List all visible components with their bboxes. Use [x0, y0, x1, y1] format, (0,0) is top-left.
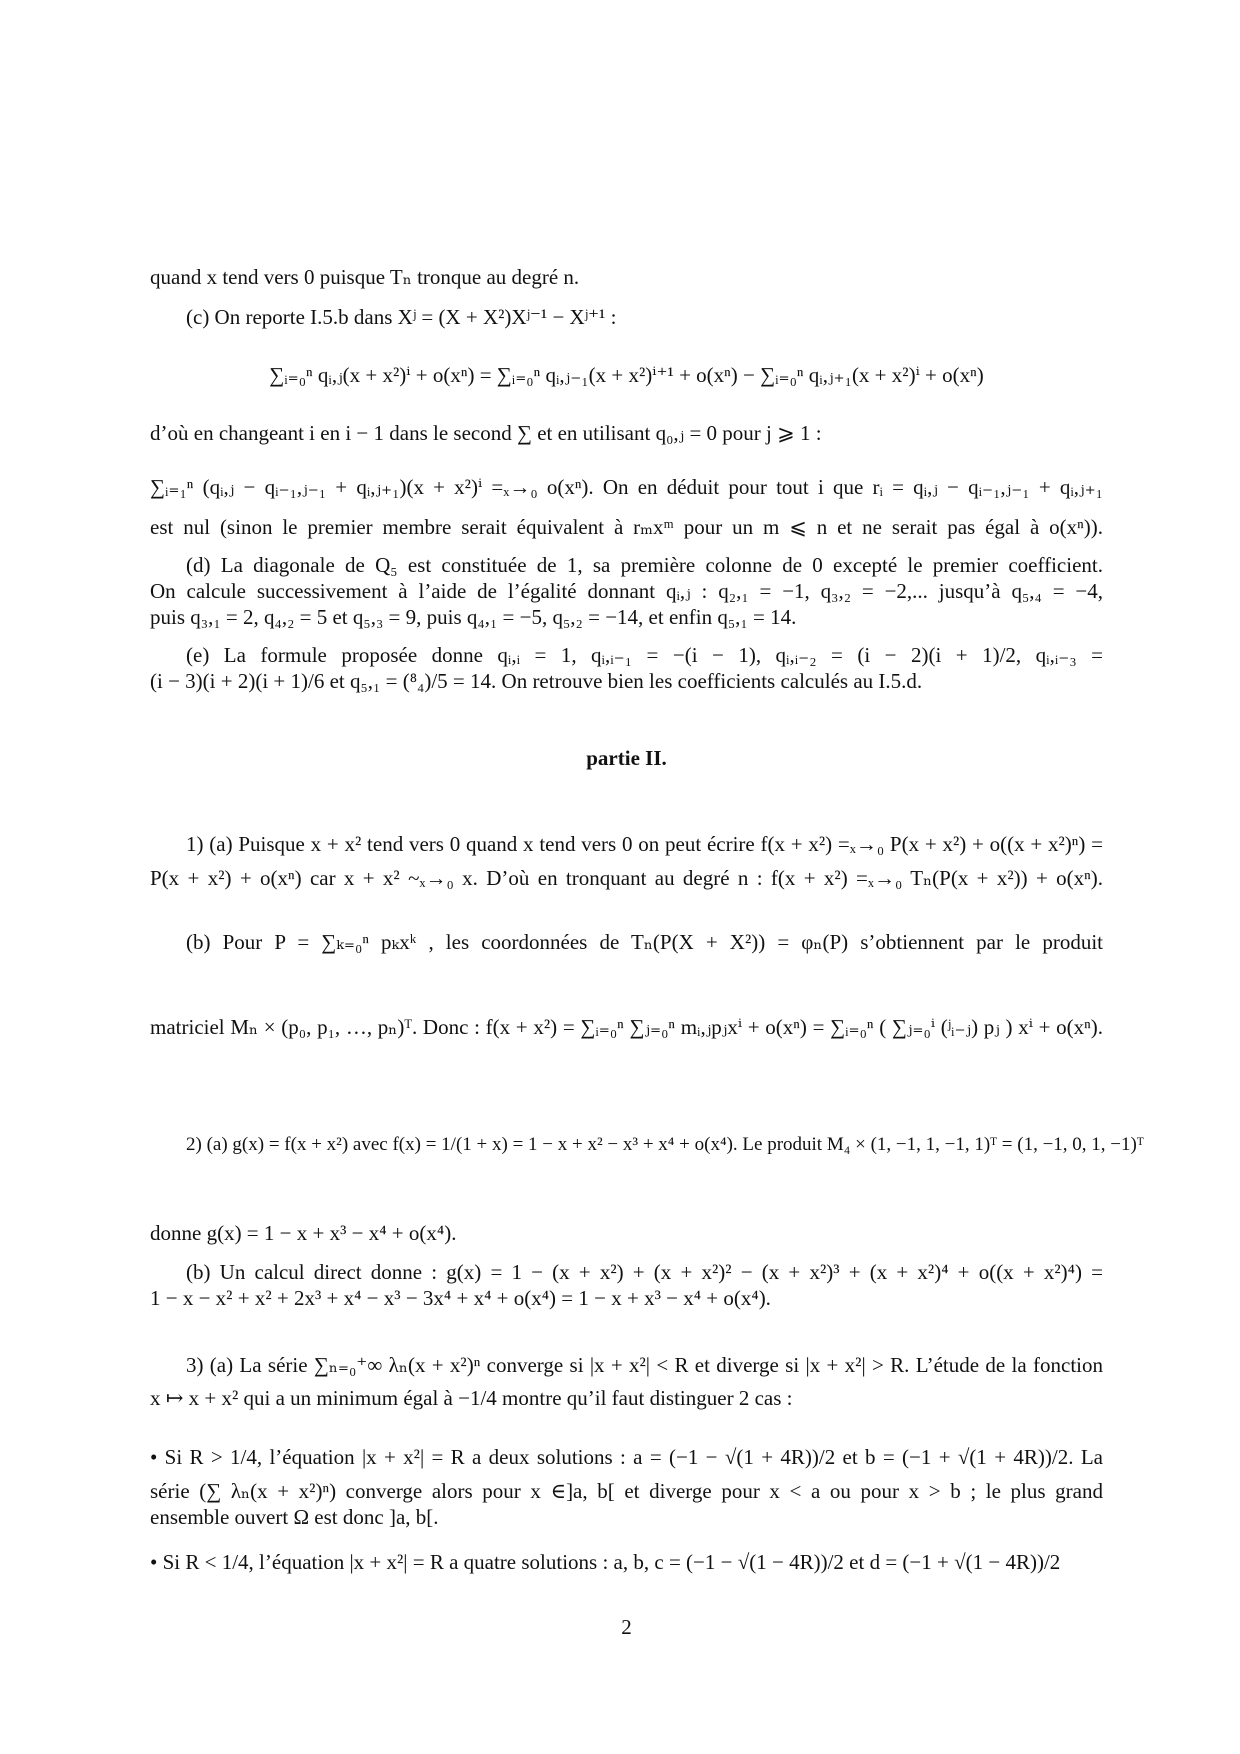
display-equation: ∑ᵢ₌₀ⁿ qᵢ,ⱼ(x + x²)ⁱ + o(xⁿ) = ∑ᵢ₌₀ⁿ qᵢ,ⱼ₋₁(x + x²)ⁱ⁺¹ + o(xⁿ) − ∑ᵢ₌₀ⁿ qᵢ,ⱼ₊₁(x + x²)ⁱ + o(xⁿ) [269, 363, 984, 387]
section-title: partie II. [586, 746, 667, 770]
text-line: On calcule successivement à l’aide de l’égalité donnant qᵢ,ⱼ : q₂,₁ = −1, q₃,₂ = −2,... jusqu’à q₅,₄ = −4, [150, 579, 1103, 603]
text-line: d’où en changeant i en i − 1 dans le second ∑ et en utilisant q₀,ⱼ = 0 pour j ⩾ 1 : [150, 421, 822, 445]
text-line: P(x + x²) + o(xⁿ) car x + x² ~ₓ→₀ x. D’où en tronquant au degré n : f(x + x²) =ₓ→₀ Tₙ(P(x + x²)) + o(xⁿ). [150, 866, 1103, 890]
text-line: série (∑ λₙ(x + x²)ⁿ) converge alors pour x ∈]a, b[ et diverge pour x < a ou pour x > b ; le plus grand [150, 1479, 1103, 1503]
text-line: donne g(x) = 1 − x + x³ − x⁴ + o(x⁴). [150, 1221, 457, 1245]
bullet-item: • Si R > 1/4, l’équation |x + x²| = R a deux solutions : a = (−1 − √(1 + 4R))/2 et b = (−1 + √(1 + 4R))/2. La [150, 1445, 1103, 1469]
text-line: (e) La formule proposée donne qᵢ,ᵢ = 1, qᵢ,ᵢ₋₁ = −(i − 1), qᵢ,ᵢ₋₂ = (i − 2)(i + 1)/2, qᵢ,ᵢ₋₃ = [186, 643, 1103, 667]
text-line: (b) Pour P = ∑ₖ₌₀ⁿ pₖxᵏ , les coordonnées de Tₙ(P(X + X²)) = φₙ(P) s’obtiennent par le produit [186, 930, 1103, 954]
text-line: (c) On reporte I.5.b dans Xʲ = (X + X²)Xʲ⁻¹ − Xʲ⁺¹ : [186, 305, 617, 329]
text-line: 2) (a) g(x) = f(x + x²) avec f(x) = 1/(1 + x) = 1 − x + x² − x³ + x⁴ + o(x⁴). Le produit M₄ × (1, −1, 1, −1, 1)ᵀ = (1, −1, 0, 1, −1)ᵀ [186, 1134, 1144, 1155]
bullet-item: • Si R < 1/4, l’équation |x + x²| = R a quatre solutions : a, b, c = (−1 − √(1 − 4R))/2 et d = (−1 + √(1 − 4R))/2 [150, 1550, 1061, 1574]
text-line: (d) La diagonale de Q₅ est constituée de 1, sa première colonne de 0 excepté le premier coefficient. [186, 553, 1103, 577]
text-line: 1) (a) Puisque x + x² tend vers 0 quand x tend vers 0 on peut écrire f(x + x²) =ₓ→₀ P(x + x²) + o((x + x²)ⁿ) = [186, 832, 1103, 856]
text-line: ensemble ouvert Ω est donc ]a, b[. [150, 1505, 439, 1529]
text-line: matriciel Mₙ × (p₀, p₁, …, pₙ)ᵀ. Donc : f(x + x²) = ∑ᵢ₌₀ⁿ ∑ⱼ₌₀ⁿ mᵢ,ⱼpⱼxⁱ + o(xⁿ) = ∑ᵢ₌₀ⁿ ( ∑ⱼ₌₀ⁱ (ʲᵢ₋ⱼ) pⱼ ) xⁱ + o(xⁿ). [150, 1015, 1103, 1039]
text-line: x ↦ x + x² qui a un minimum égal à −1/4 montre qu’il faut distinguer 2 cas : [150, 1386, 793, 1410]
text-line: (i − 3)(i + 2)(i + 1)/6 et q₅,₁ = (⁸₄)/5 = 14. On retrouve bien les coefficients calculés au I.5.d. [150, 669, 923, 693]
text-line: quand x tend vers 0 puisque Tₙ tronque au degré n. [150, 265, 580, 289]
text-line: est nul (sinon le premier membre serait équivalent à rₘxᵐ pour un m ⩽ n et ne serait pas égal à o(xⁿ)). [150, 515, 1103, 539]
text-line: 3) (a) La série ∑ₙ₌₀⁺∞ λₙ(x + x²)ⁿ converge si |x + x²| < R et diverge si |x + x²| > R. L’étude de la fonction [186, 1353, 1103, 1377]
display-equation: ∑ᵢ₌₁ⁿ (qᵢ,ⱼ − qᵢ₋₁,ⱼ₋₁ + qᵢ,ⱼ₊₁)(x + x²)ⁱ =ₓ→₀ o(xⁿ). On en déduit pour tout i que rᵢ = qᵢ,ⱼ − qᵢ₋₁,ⱼ₋₁ + qᵢ,ⱼ₊₁ [150, 475, 1103, 499]
text-line: 1 − x − x² + x² + 2x³ + x⁴ − x³ − 3x⁴ + x⁴ + o(x⁴) = 1 − x + x³ − x⁴ + o(x⁴). [150, 1286, 771, 1310]
text-line: (b) Un calcul direct donne : g(x) = 1 − (x + x²) + (x + x²)² − (x + x²)³ + (x + x²)⁴ + o((x + x²)⁴) = [186, 1260, 1103, 1284]
text-line: puis q₃,₁ = 2, q₄,₂ = 5 et q₅,₃ = 9, puis q₄,₁ = −5, q₅,₂ = −14, et enfin q₅,₁ = 14. [150, 605, 797, 629]
page-number: 2 [621, 1615, 632, 1639]
